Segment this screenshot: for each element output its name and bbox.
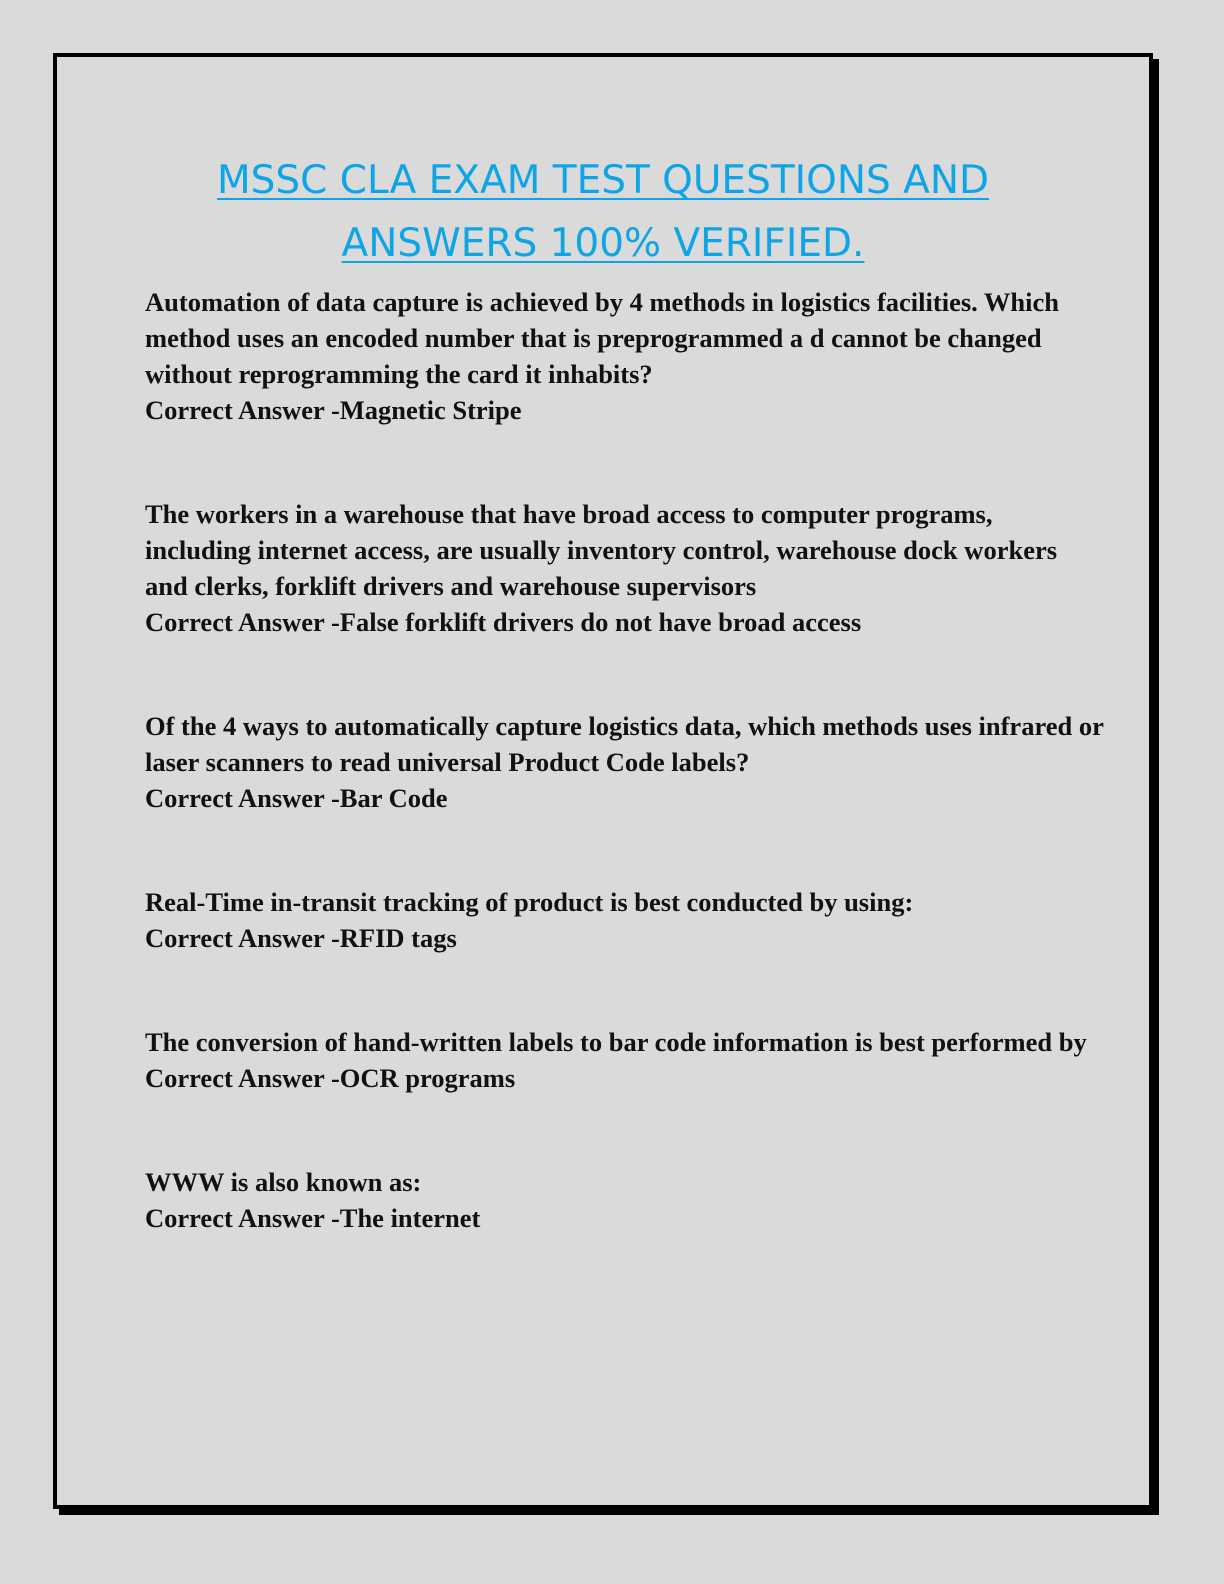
qa-item-6	[145, 1164, 1105, 1236]
question-text: WWW is also known as:	[145, 1167, 422, 1197]
page-frame	[53, 53, 1153, 1509]
qa-item-2	[145, 496, 1105, 640]
question-text: The conversion of hand-written labels to bar code information is best performed by	[145, 1027, 1087, 1057]
question-text: Real-Time in-transit tracking of product is best conducted by using:	[145, 887, 914, 917]
qa-item-4	[145, 884, 1105, 956]
answer-text: Correct Answer -Magnetic Stripe	[145, 395, 522, 425]
question-text: Of the 4 ways to automatically capture logistics data, which methods uses infrared or laser scanners to read universal Product Code labels?	[145, 711, 1104, 777]
question-text: Automation of data capture is achieved by 4 methods in logistics facilities. Which method uses an encoded number that is preprogrammed a d cannot be changed without reprogramming the card it inhabits?	[145, 287, 1060, 389]
question-text: The workers in a warehouse that have broad access to computer programs, including internet access, are usually inventory control, warehouse dock workers and clerks, forklift drivers and warehouse supervisors	[145, 499, 1058, 601]
qa-list	[145, 284, 1105, 1236]
answer-text: Correct Answer -Bar Code	[145, 783, 448, 813]
document-title	[57, 149, 1149, 275]
qa-item-3	[145, 708, 1105, 816]
title-line-1: MSSC CLA EXAM TEST QUESTIONS AND	[216, 158, 990, 203]
answer-text: Correct Answer -False forklift drivers do not have broad access	[145, 607, 862, 637]
qa-item-5	[145, 1024, 1105, 1096]
answer-text: Correct Answer -OCR programs	[145, 1063, 516, 1093]
qa-item-1	[145, 284, 1105, 428]
answer-text: Correct Answer -RFID tags	[145, 923, 457, 953]
title-line-2: ANSWERS 100% VERIFIED.	[341, 221, 865, 266]
answer-text: Correct Answer -The internet	[145, 1203, 481, 1233]
